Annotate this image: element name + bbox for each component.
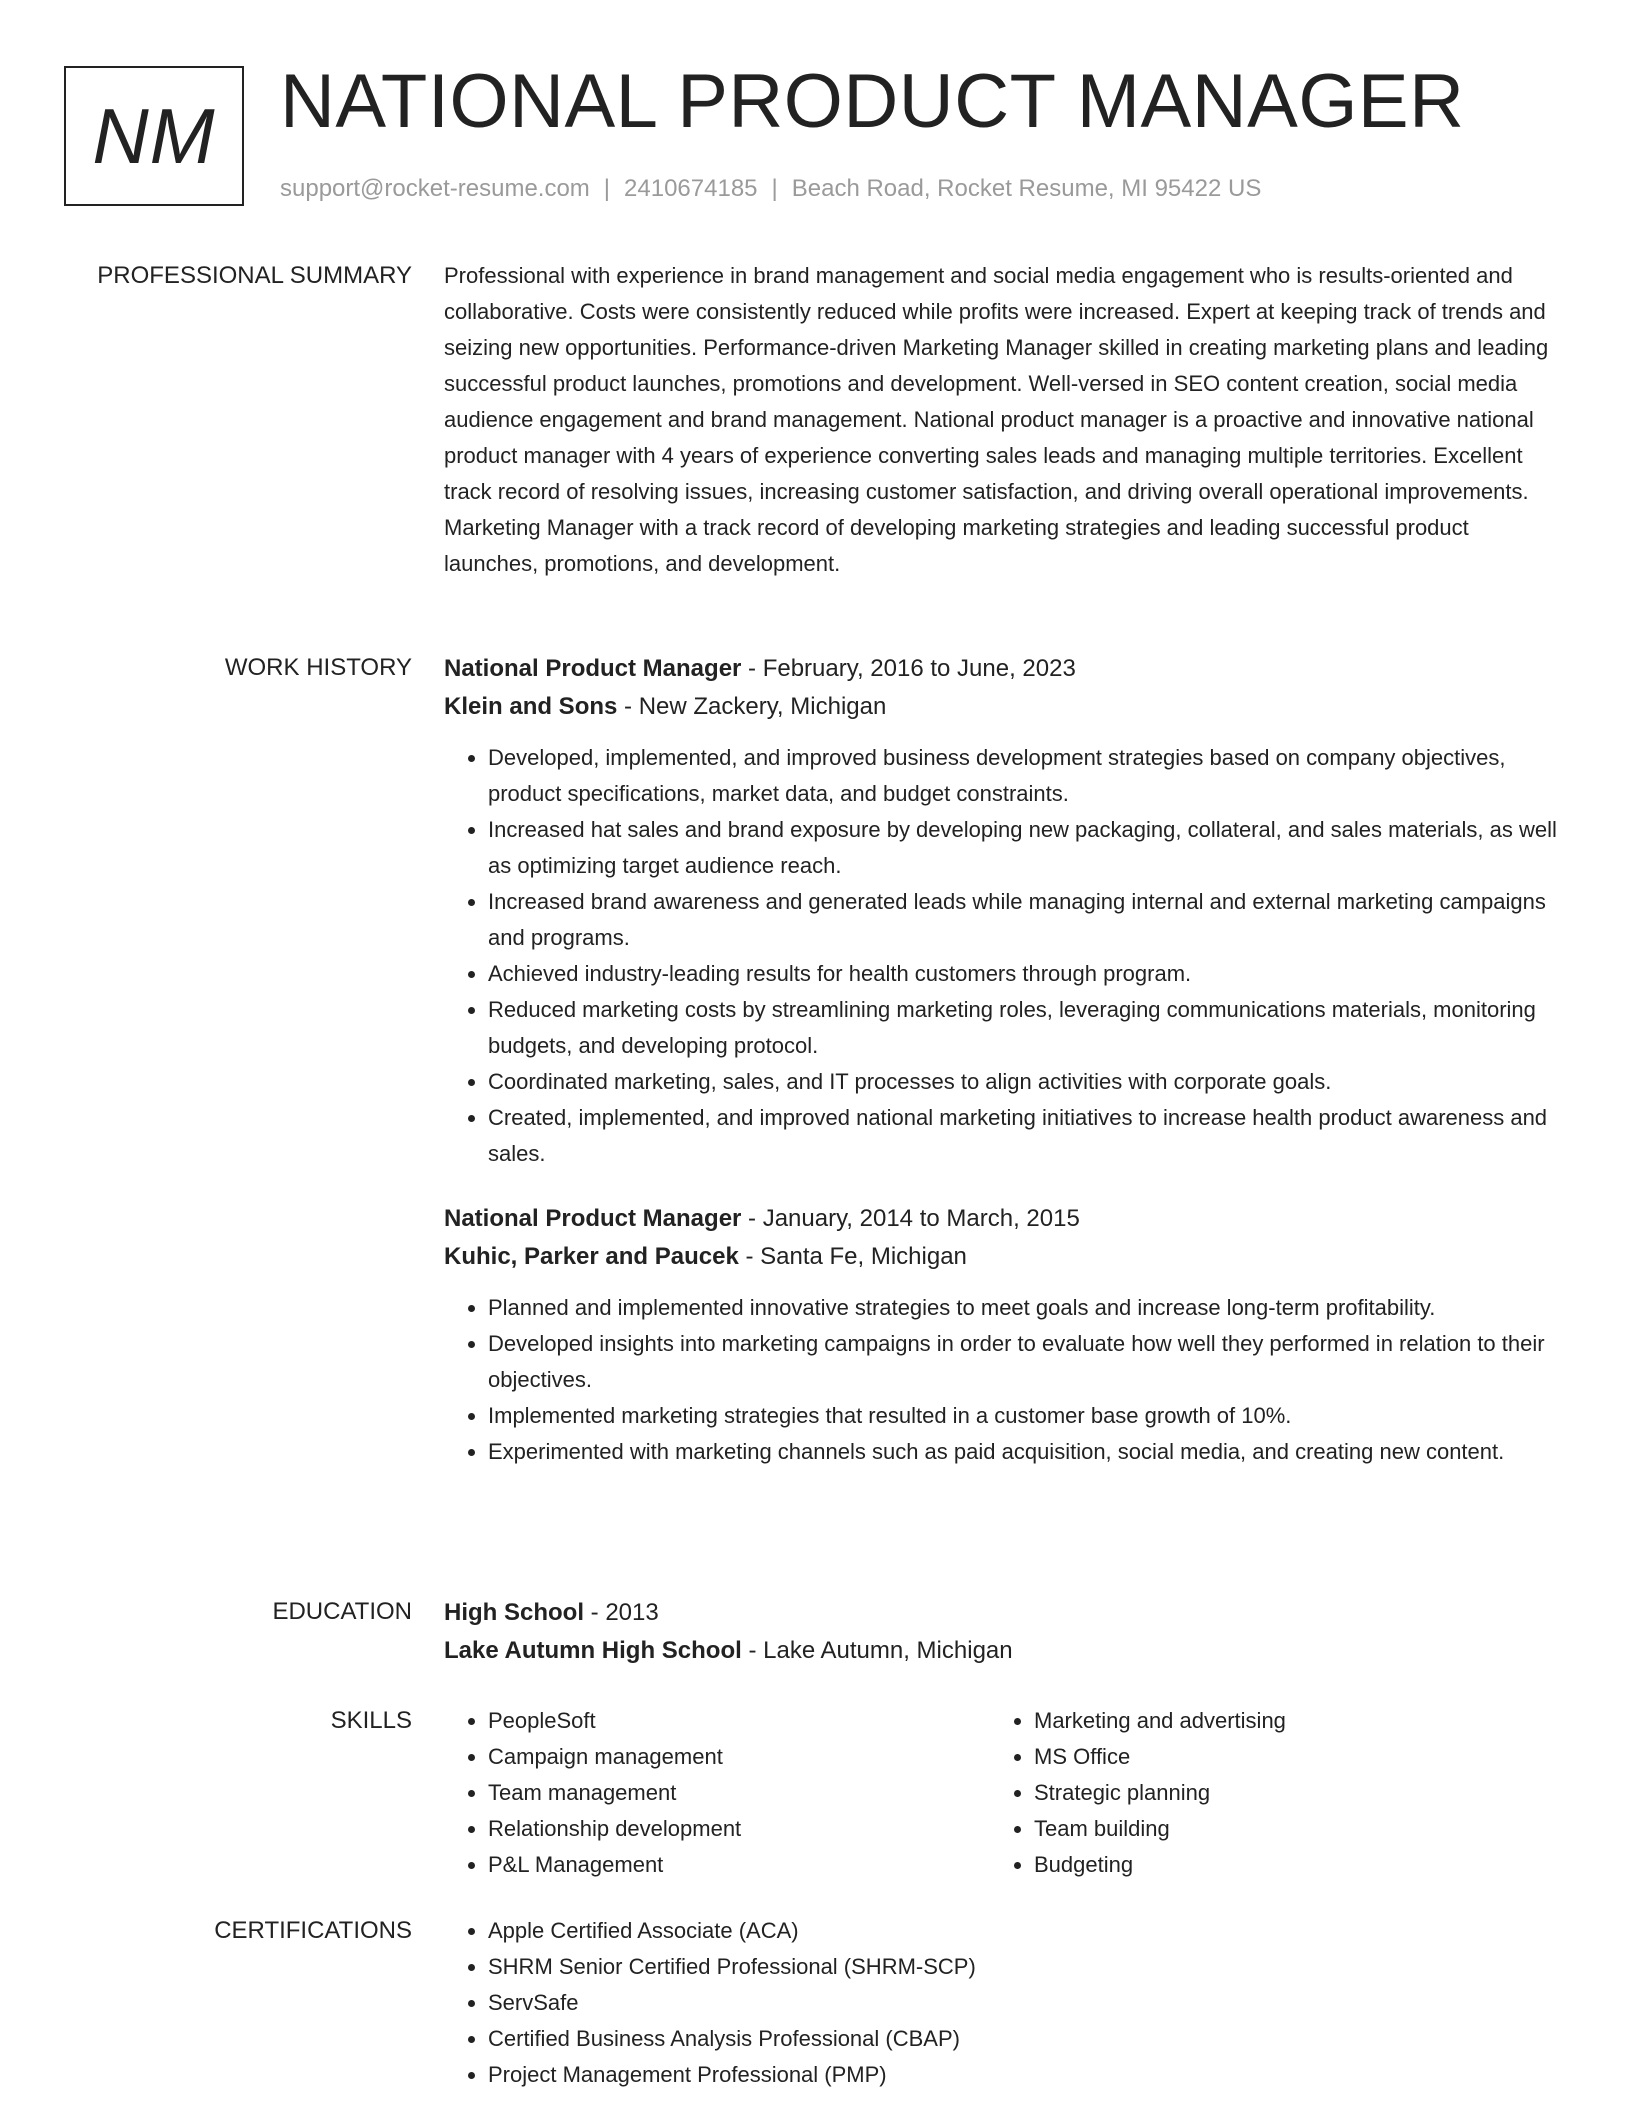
monogram-box [64,66,244,206]
contact-separator: | [603,175,611,202]
certification-item: • Certified Business Analysis Professional (CBAP) [488,2021,1564,2057]
skill-item: • MS Office [1034,1739,1536,1775]
job-entry [444,650,1564,1172]
skill-item: • Campaign management [488,1739,990,1775]
job-bullet: • Experimented with marketing channels such as paid acquisition, social media, and creating new content. [488,1434,1564,1470]
education-degree-line [444,1594,1564,1632]
job-bullet: • Coordinated marketing, sales, and IT processes to align activities with corporate goals. [488,1064,1564,1100]
summary-body [444,258,1564,582]
certifications-body [444,1913,1564,2093]
job-role: National Product Manager [444,655,742,682]
skill-item: • Relationship development [488,1811,990,1847]
job-bullet: • Increased brand awareness and generated leads while managing internal and external marketing campaigns and programs. [488,884,1564,956]
job-bullet: • Developed, implemented, and improved business development strategies based on company objectives, product specifications, market data, and budget constraints. [488,740,1564,812]
contact-address: Beach Road, Rocket Resume, MI 95422 US [791,175,1262,202]
job-bullet: • Increased hat sales and brand exposure by developing new packaging, collateral, and sales materials, as well as optimizing target audience reach. [488,812,1564,884]
education-year: - 2013 [584,1599,659,1626]
skill-item: • Team management [488,1775,990,1811]
education-school-line [444,1632,1564,1670]
certification-item: • SHRM Senior Certified Professional (SHRM-SCP) [488,1949,1564,1985]
contact-phone: 2410674185 [624,175,758,202]
job-location: - New Zackery, Michigan [617,693,887,720]
skill-item: • Strategic planning [1034,1775,1536,1811]
certifications-list [444,1913,1564,2093]
certification-item: • Apple Certified Associate (ACA) [488,1913,1564,1949]
resume-title: NATIONAL PRODUCT MANAGER [280,59,1465,144]
job-bullet: • Developed insights into marketing campaigns in order to evaluate how well they performed in relation to their objectives. [488,1326,1564,1398]
summary-heading: PROFESSIONAL SUMMARY [97,262,412,289]
education-location: - Lake Autumn, Michigan [741,1637,1013,1664]
job-dates: - January, 2014 to March, 2015 [741,1205,1080,1232]
skill-item: • P&L Management [488,1847,990,1883]
job-bullet: • Reduced marketing costs by streamlining marketing roles, leveraging communications materials, monitoring budgets, and developing protocol. [488,992,1564,1064]
job-title-line [444,650,1564,688]
job-bullets [444,1290,1564,1470]
job-bullet: • Created, implemented, and improved national marketing initiatives to increase health product awareness and sales. [488,1100,1564,1172]
education-school: Lake Autumn High School [444,1637,742,1664]
skill-item: • Budgeting [1034,1847,1536,1883]
job-dates: - February, 2016 to June, 2023 [741,655,1076,682]
job-company: Klein and Sons [444,693,618,720]
education-degree: High School [444,1599,584,1626]
education-heading: EDUCATION [272,1598,412,1625]
certification-item: • Project Management Professional (PMP) [488,2057,1564,2093]
job-bullets [444,740,1564,1172]
job-company-line [444,1238,1564,1276]
job-role: National Product Manager [444,1205,742,1232]
monogram-initials: NM [92,91,216,180]
summary-text: Professional with experience in brand management and social media engagement who is results-oriented and collaborative. Costs were consistently reduced while profits were increased. Expert at keeping track of trends and seizing new opportunities. Performance-driven Marketing Manager skilled in creating marketing plans and leading successful product launches, promotions and development. Well-versed in SEO content creation, social media audience engagement and brand management. National product manager is a proactive and innovative national product manager with 4 years of experience converting sales leads and managing multiple territories. Excellent track record of resolving issues, increasing customer satisfaction, and driving overall operational improvements. Marketing Manager with a track record of developing marketing strategies and leading successful product launches, promotions, and development. [444,263,1549,576]
skill-item: • Team building [1034,1811,1536,1847]
education-body [444,1594,1564,1670]
job-company-line [444,688,1564,726]
skills-heading: SKILLS [330,1707,412,1734]
contact-line [280,174,1261,204]
job-entry [444,1200,1564,1470]
job-company: Kuhic, Parker and Paucek [444,1243,739,1270]
skill-item: • Marketing and advertising [1034,1703,1536,1739]
job-bullet: • Planned and implemented innovative strategies to meet goals and increase long-term profitability. [488,1290,1564,1326]
skills-list-right [990,1703,1536,1883]
skills-list-left [444,1703,990,1883]
certifications-heading: CERTIFICATIONS [214,1917,412,1944]
contact-email: support@rocket-resume.com [280,175,590,202]
job-bullet: • Implemented marketing strategies that resulted in a customer base growth of 10%. [488,1398,1564,1434]
certification-item: • ServSafe [488,1985,1564,2021]
job-location: - Santa Fe, Michigan [738,1243,967,1270]
skills-body [444,1703,1564,1883]
job-bullet: • Achieved industry-leading results for health customers through program. [488,956,1564,992]
skill-item: • PeopleSoft [488,1703,990,1739]
contact-separator: | [771,175,778,202]
work-history-body [444,650,1564,1470]
work-history-heading: WORK HISTORY [224,654,412,681]
job-title-line [444,1200,1564,1238]
